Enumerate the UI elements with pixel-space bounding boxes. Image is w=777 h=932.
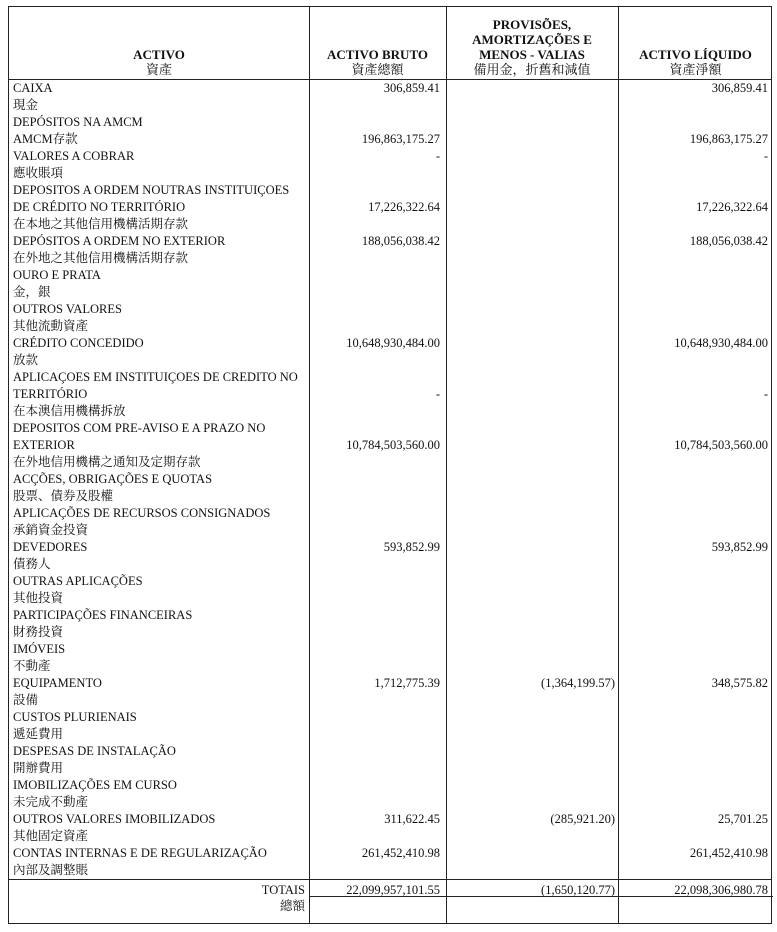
value-activo-bruto: 196,863,175.27 [361,132,440,146]
row-label-chinese: 在外地之其他信用機構活期存款 [13,251,189,265]
row-label-portuguese: DEPOSITOS A ORDEM NOUTRAS INSTITUIÇOES [13,183,290,197]
value-activo-liquido: - [763,149,768,163]
row-label-chinese: 現金 [13,98,39,112]
table-row [9,182,771,233]
row-label-chinese: 內部及調整賬 [13,863,89,877]
row-label [9,675,309,709]
value-activo-liquido: 196,863,175.27 [689,132,768,146]
row-label [9,845,309,879]
value-activo-liquido: 261,452,410.98 [689,846,768,860]
row-label-chinese: 在本地之其他信用機構活期存款 [13,217,189,231]
row-label-portuguese: DEPÓSITOS NA AMCM [13,115,143,129]
value-activo-bruto: 261,452,410.98 [361,846,440,860]
header-activo: ACTIVO 資產 [133,47,185,77]
row-label-chinese: AMCM存款 [13,132,78,146]
row-label-portuguese: OURO E PRATA [13,268,101,282]
row-label-chinese: 在本澳信用機構拆放 [13,404,126,418]
row-label-portuguese: CUSTOS PLURIENAIS [13,710,137,724]
row-label [9,182,309,233]
totals-liquido: 22,098,306,980.78 [674,883,768,897]
table-row [9,335,771,369]
table-row [9,505,771,539]
value-activo-bruto: 17,226,322.64 [368,200,440,214]
row-label-portuguese: APLICAÇÕES DE RECURSOS CONSIGNADOS [13,506,271,520]
value-activo-bruto: - [435,387,440,401]
row-label-chinese: 債務人 [13,557,51,571]
value-activo-liquido: 188,056,038.42 [689,234,768,248]
value-provisoes: (1,364,199.57) [541,676,615,690]
row-label [9,743,309,777]
row-label-chinese: 設備 [13,693,39,707]
row-label-portuguese: EXTERIOR [13,438,75,452]
value-activo-liquido: 17,226,322.64 [696,200,768,214]
value-activo-bruto: 593,852.99 [383,540,440,554]
row-label-chinese: 不動產 [13,659,51,673]
totals-row [9,879,771,926]
row-label [9,811,309,845]
balance-sheet-table [8,6,772,924]
value-activo-bruto: 1,712,775.39 [374,676,440,690]
row-label-portuguese: OUTROS VALORES [13,302,122,316]
table-row [9,743,771,777]
row-label-portuguese: DEPOSITOS COM PRE-AVISO E A PRAZO NO [13,421,266,435]
row-label-portuguese: DEPÓSITOS A ORDEM NO EXTERIOR [13,234,226,248]
value-activo-liquido: 25,701.25 [718,812,768,826]
row-label [9,80,309,114]
row-label-chinese: 承銷資金投資 [13,523,89,537]
row-label [9,709,309,743]
table-row [9,301,771,335]
table-row [9,811,771,845]
header-provisoes: PROVISÕES, AMORTIZAÇÕES E MENOS - VALIAS 備用金，折舊和減值 [472,17,592,77]
table-row [9,114,771,148]
row-label-chinese: 財務投資 [13,625,64,639]
row-label [9,301,309,335]
value-activo-bruto: 10,784,503,560.00 [346,438,440,452]
row-label-portuguese: IMÓVEIS [13,642,66,656]
table-row [9,369,771,420]
row-label-portuguese: CAIXA [13,81,53,95]
table-row [9,148,771,182]
row-label-portuguese: CONTAS INTERNAS E DE REGULARIZAÇÃO [13,846,267,860]
row-label [9,335,309,369]
row-label [9,114,309,148]
header-activo-liquido: ACTIVO LÍQUIDO 資產淨額 [639,47,752,77]
value-activo-bruto: 188,056,038.42 [361,234,440,248]
table-row [9,539,771,573]
value-activo-liquido: 10,784,503,560.00 [674,438,768,452]
table-body [9,80,771,879]
row-label-chinese: 應收賬項 [13,166,64,180]
row-label-portuguese: OUTRAS APLICAÇÕES [13,574,143,588]
table-row [9,675,771,709]
value-activo-liquido: 348,575.82 [711,676,768,690]
row-label-chinese: 其他投資 [13,591,64,605]
row-label-portuguese: PARTICIPAÇÕES FINANCEIRAS [13,608,193,622]
table-row [9,845,771,879]
row-label-chinese: 金，銀 [13,285,51,299]
value-activo-liquido: 10,648,930,484.00 [674,336,768,350]
row-label-chinese: 遞延費用 [13,727,64,741]
table-row [9,267,771,301]
table-row [9,233,771,267]
table-row [9,709,771,743]
row-label [9,641,309,675]
row-label [9,420,309,471]
row-label [9,148,309,182]
table-row [9,573,771,607]
table-row [9,420,771,471]
row-label-portuguese: CRÉDITO CONCEDIDO [13,336,144,350]
row-label-portuguese: IMOBILIZAÇÕES EM CURSO [13,778,177,792]
table-row [9,641,771,675]
row-label-chinese: 其他固定資產 [13,829,89,843]
row-label-chinese: 股票、債券及股權 [13,489,114,503]
row-label [9,777,309,811]
row-label-portuguese: DEVEDORES [13,540,88,554]
table-row [9,471,771,505]
row-label [9,369,309,420]
row-label [9,539,309,573]
row-label [9,505,309,539]
value-activo-bruto: - [435,149,440,163]
header-activo-bruto: ACTIVO BRUTO 資產總額 [327,47,428,77]
value-activo-liquido: 593,852.99 [711,540,768,554]
totals-provisoes: (1,650,120.77) [541,883,615,897]
value-provisoes: (285,921.20) [550,812,615,826]
value-activo-bruto: 306,859.41 [383,81,440,95]
value-activo-liquido: 306,859.41 [711,81,768,95]
row-label-chinese: 放款 [13,353,39,367]
value-activo-liquido: - [763,387,768,401]
row-label-portuguese: TERRITÓRIO [13,387,88,401]
row-label-portuguese: DE CRÉDITO NO TERRITÓRIO [13,200,186,214]
totals-bruto: 22,099,957,101.55 [346,883,440,897]
row-label-portuguese: EQUIPAMENTO [13,676,102,690]
table-header [9,7,771,80]
row-label-chinese: 未完成不動產 [13,795,89,809]
table-row [9,777,771,811]
row-label [9,233,309,267]
row-label-portuguese: ACÇÕES, OBRIGAÇÕES E QUOTAS [13,472,213,486]
row-label-portuguese: OUTROS VALORES IMOBILIZADOS [13,812,216,826]
value-activo-bruto: 311,622.45 [384,812,440,826]
row-label-chinese: 其他流動資產 [13,319,89,333]
row-label-portuguese: DESPESAS DE INSTALAÇÃO [13,744,176,758]
row-label-chinese: 在外地信用機構之通知及定期存款 [13,455,201,469]
row-label-portuguese: VALORES A COBRAR [13,149,135,163]
table-row [9,607,771,641]
row-label [9,607,309,641]
value-activo-bruto: 10,648,930,484.00 [346,336,440,350]
row-label [9,471,309,505]
row-label-chinese: 開辦費用 [13,761,64,775]
row-label [9,573,309,607]
row-label [9,267,309,301]
row-label-portuguese: APLICAÇOES EM INSTITUIÇOES DE CREDITO NO [13,370,298,384]
table-row [9,80,771,114]
totals-label: TOTAIS 總額 [261,883,305,913]
